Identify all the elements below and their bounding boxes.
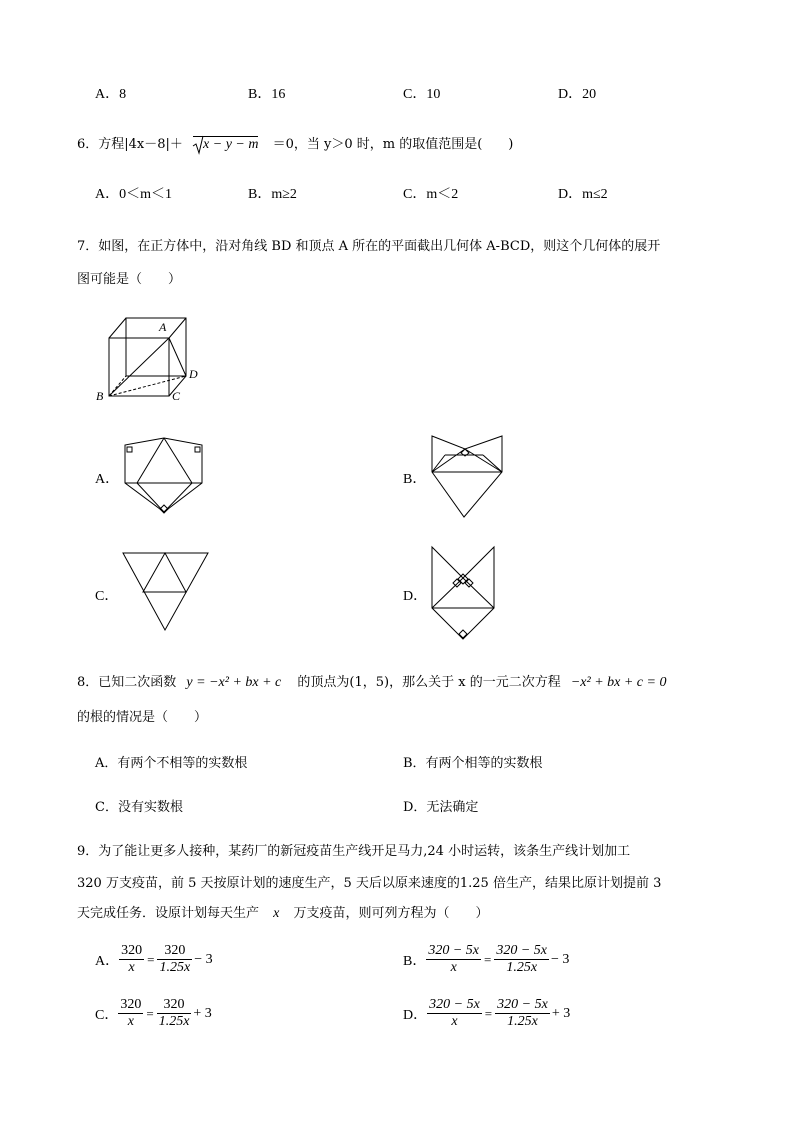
- q9-option-a-label: A．: [95, 953, 120, 969]
- q8-option-b: B．有两个相等的实数根: [403, 756, 543, 771]
- q6-option-b: B．m≥2: [248, 187, 297, 202]
- fraction-numerator: 320 − 5x: [496, 943, 548, 958]
- fraction-numerator: 320: [157, 997, 192, 1014]
- q7-option-c-label: C．: [95, 589, 119, 604]
- q9-option-d-tail: + 3: [551, 1005, 571, 1021]
- q5-option-c: C．10: [403, 87, 441, 102]
- q9-option-c-tail: + 3: [193, 1005, 212, 1021]
- fraction-numerator: 320: [157, 943, 192, 960]
- q7-option-b-label: B．: [403, 472, 427, 487]
- fraction-denominator: 1.25x: [506, 960, 538, 975]
- q9-option-c-label: C．: [95, 1007, 119, 1023]
- q8-option-d: D．无法确定: [403, 800, 479, 815]
- net-b: [432, 436, 502, 517]
- q9-option-c: C． $\frac{320}{x}$ = $\frac{320}{1.25x}$ + 3: [95, 997, 212, 1029]
- q8-prefix: 8．已知二次函数: [77, 675, 177, 690]
- fraction-denominator: x: [127, 1014, 134, 1029]
- q9-line3a: 天完成任务．设原计划每天生产: [77, 906, 260, 921]
- q6-option-d: D．m≤2: [558, 187, 608, 202]
- cube-label-b: B: [96, 389, 104, 403]
- q6-radical: [193, 136, 258, 152]
- net-d: [432, 547, 494, 639]
- q9-line3: [77, 902, 489, 922]
- fraction-denominator: x: [451, 1014, 458, 1029]
- q7-option-a-label: A．: [95, 472, 120, 487]
- q6-stem: [77, 133, 513, 152]
- fraction-numerator: 320 − 5x: [497, 997, 548, 1012]
- fraction-numerator: 320: [120, 997, 142, 1012]
- q5-option-b: B．16: [248, 87, 286, 102]
- q8-middle: 的顶点为(1，5)，那么关于 x 的一元二次方程: [297, 675, 561, 690]
- cube-label-c: C: [172, 389, 181, 403]
- q7-option-d-label: D．: [403, 589, 428, 604]
- q8-stem: [77, 671, 666, 691]
- q9-option-a: A． $\frac{320}{x}$ = $\frac{320}{1.25x}$ − 3: [95, 943, 213, 975]
- cube-label-a: A: [159, 320, 167, 334]
- q9-line3b: 万支疫苗，则可列方程为（ ）: [293, 906, 489, 921]
- fraction-numerator: 320: [121, 943, 143, 958]
- q9-option-d-label: D．: [403, 1007, 428, 1023]
- q6-option-a: A．0＜m＜1: [95, 187, 172, 202]
- q9-option-b-tail: − 3: [551, 951, 570, 967]
- net-c: [123, 553, 208, 630]
- q6-radicand: x − y − m: [203, 137, 259, 152]
- q7-line1: 7．如图，在正方体中，沿对角线 BD 和顶点 A 所在的平面截出几何体 A-BCD，则这个几何体的展开: [77, 239, 661, 254]
- fraction-denominator: 1.25x: [158, 1014, 190, 1029]
- q5-option-a: A．8: [95, 87, 127, 102]
- q8-function: y = −x² + bx + c: [186, 675, 282, 690]
- q5-option-d: D．20: [558, 87, 597, 102]
- fraction-denominator: x: [450, 960, 457, 975]
- q6-option-c: C．m＜2: [403, 187, 459, 202]
- fraction-denominator: 1.25x: [507, 1014, 538, 1029]
- q9-line1: 9．为了能让更多人接种，某药厂的新冠疫苗生产线开足马力,24 小时运转，该条生产线计划加工: [77, 844, 631, 859]
- q8-line2: 的根的情况是（ ）: [77, 710, 208, 725]
- q7-line2: 图可能是（ ）: [77, 272, 182, 287]
- fraction-denominator: x: [128, 960, 135, 975]
- fraction-numerator: 320 − 5x: [429, 997, 480, 1012]
- q9-option-d: D． $\frac{320 - 5x}{x}$ = $\frac{320 - 5x}{1.25x}$ + 3: [403, 997, 571, 1029]
- q9-option-b: B． $\frac{320 - 5x}{x}$ = $\frac{320 - 5x}{1.25x}$ − 3: [403, 943, 570, 975]
- q9-option-a-tail: − 3: [194, 951, 213, 967]
- q6-prefix: 6．方程|4x－8|＋: [77, 137, 183, 152]
- net-a: [125, 438, 202, 513]
- q9-variable: x: [273, 906, 280, 921]
- radical-sign-icon: [193, 136, 203, 154]
- q6-suffix: ＝0，当 y＞0 时，m 的取值范围是( ): [272, 137, 514, 152]
- cube-label-d: D: [189, 367, 198, 381]
- q9-option-b-label: B．: [403, 953, 427, 969]
- q8-option-c: C．没有实数根: [95, 800, 183, 815]
- q8-option-a: A．有两个不相等的实数根: [95, 756, 248, 771]
- fraction-numerator: 320 − 5x: [428, 943, 480, 958]
- q8-equation: −x² + bx + c = 0: [570, 675, 667, 690]
- q9-line2: 320 万支疫苗，前 5 天按原计划的速度生产，5 天后以原来速度的1.25 倍生产，结果比原计划提前 3: [77, 876, 662, 891]
- fraction-denominator: 1.25x: [159, 960, 191, 975]
